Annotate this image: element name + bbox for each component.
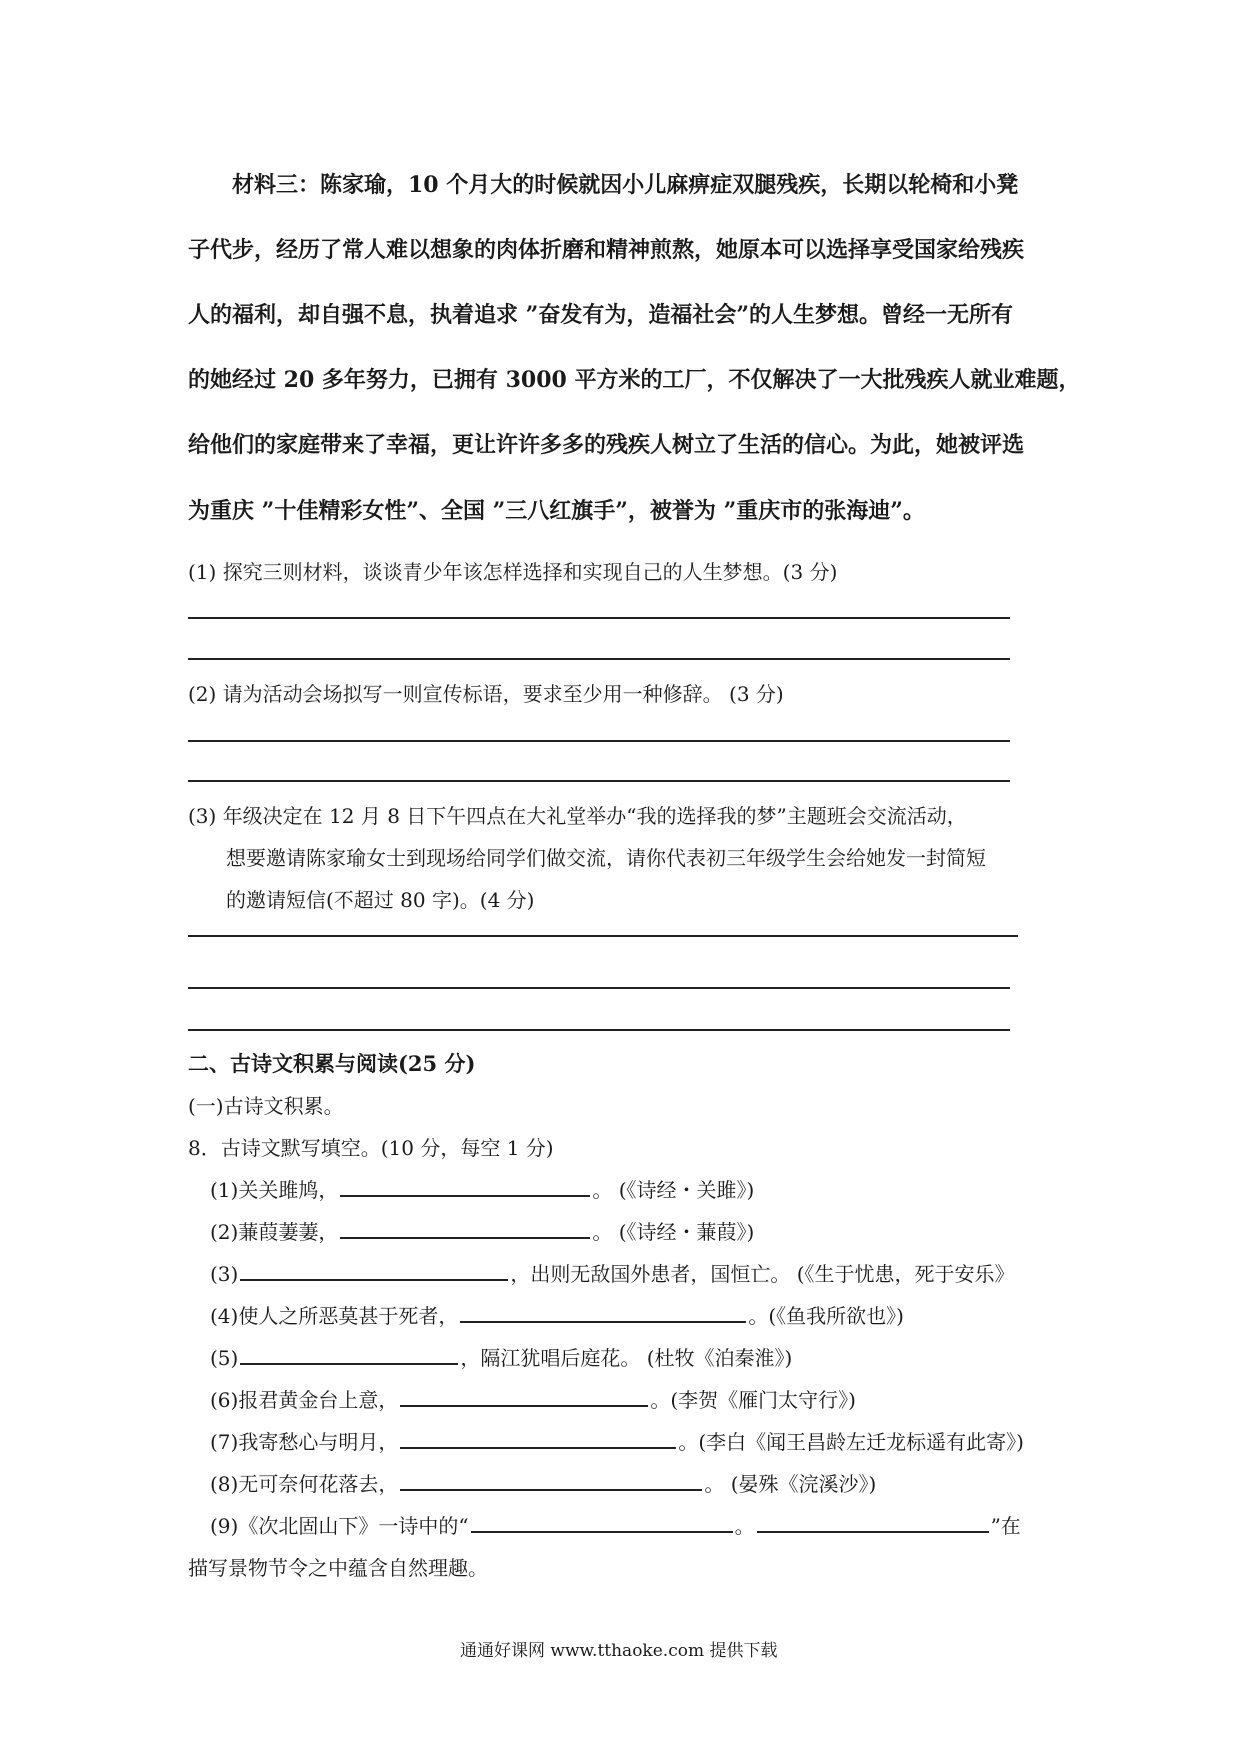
fill-blank[interactable] (757, 1511, 989, 1533)
fill-item-1: (1)关关雎鸠， 。 (《诗经・关雎》) (210, 1174, 754, 1203)
material-line-2: 子代步，经历了常人难以想象的肉体折磨和精神煎熬，她原本可以选择享受国家给残疾 (188, 237, 1025, 263)
fill-item-4: (4)使人之所恶莫甚于死者， 。(《鱼我所欲也》) (210, 1300, 904, 1329)
fill-item-9-continued: 描写景物节令之中蕴含自然理趣。 (188, 1556, 488, 1580)
fill-item-8: (8)无可奈何花落去， 。 (晏殊《浣溪沙》) (210, 1468, 876, 1497)
fill-item-9: (9)《次北固山下》一诗中的“ 。 ”在 (210, 1510, 1021, 1539)
fill-blank[interactable] (460, 1301, 746, 1323)
question-3-line-3: 的邀请短信(不超过 80 字)。(4 分) (226, 888, 535, 912)
section-2-title: 二、古诗文积累与阅读(25 分) (188, 1051, 476, 1076)
fill-blank[interactable] (240, 1259, 508, 1281)
question-1: (1) 探究三则材料，谈谈青少年该怎样选择和实现自己的人生梦想。(3 分) (188, 560, 838, 584)
answer-line[interactable] (188, 1029, 1010, 1031)
answer-line[interactable] (188, 658, 1010, 660)
fill-blank[interactable] (340, 1175, 590, 1197)
fill-blank[interactable] (400, 1469, 702, 1491)
question-8: 8．古诗文默写填空。(10 分，每空 1 分) (188, 1136, 554, 1160)
material-line-6: 为重庆 ”十佳精彩女性”、全国 ”三八红旗手”，被誉为 ”重庆市的张海迪”。 (188, 498, 925, 524)
answer-line[interactable] (188, 935, 1018, 937)
answer-line[interactable] (188, 987, 1010, 989)
fill-item-7: (7)我寄愁心与明月， 。(李白《闻王昌龄左迁龙标遥有此寄》) (210, 1426, 1024, 1455)
question-3-line-1: (3) 年级决定在 12 月 8 日下午四点在大礼堂举办“我的选择我的梦”主题班会交流活动， (188, 804, 967, 828)
fill-blank[interactable] (471, 1511, 733, 1533)
fill-blank[interactable] (400, 1385, 648, 1407)
answer-line[interactable] (188, 780, 1010, 782)
fill-blank[interactable] (340, 1217, 590, 1239)
answer-line[interactable] (188, 740, 1010, 742)
material-line-1: 材料三：陈家瑜，10 个月大的时候就因小儿麻痹症双腿残疾，长期以轮椅和小凳 (232, 172, 1019, 198)
page-footer: 通通好课网 www.tthaoke.com 提供下载 (460, 1641, 778, 1661)
material-line-5: 给他们的家庭带来了幸福，更让许许多多的残疾人树立了生活的信心。为此，她被评选 (188, 432, 1025, 458)
material-line-3: 人的福利，却自强不息，执着追求 ”奋发有为，造福社会”的人生梦想。曾经一无所有 (188, 302, 1013, 328)
question-3-line-2: 想要邀请陈家瑜女士到现场给同学们做交流，请你代表初三年级学生会给她发一封简短 (226, 846, 986, 870)
fill-item-2: (2)蒹葭萋萋， 。 (《诗经・蒹葭》) (210, 1216, 754, 1245)
section-2-subtitle: (一)古诗文积累。 (188, 1094, 344, 1118)
fill-item-5: (5) ，隔江犹唱后庭花。 (杜牧《泊秦淮》) (210, 1342, 792, 1371)
fill-blank[interactable] (400, 1427, 676, 1449)
fill-blank[interactable] (240, 1343, 458, 1365)
fill-item-3: (3) ，出则无敌国外患者，国恒亡。 (《生于忧患，死于安乐》 (210, 1258, 1015, 1287)
question-2: (2) 请为活动会场拟写一则宣传标语，要求至少用一种修辞。 (3 分) (188, 682, 784, 706)
fill-item-6: (6)报君黄金台上意， 。(李贺《雁门太守行》) (210, 1384, 856, 1413)
answer-line[interactable] (188, 617, 1010, 619)
material-line-4: 的她经过 20 多年努力，已拥有 3000 平方米的工厂，不仅解决了一大批残疾人就业难题， (188, 367, 1081, 393)
